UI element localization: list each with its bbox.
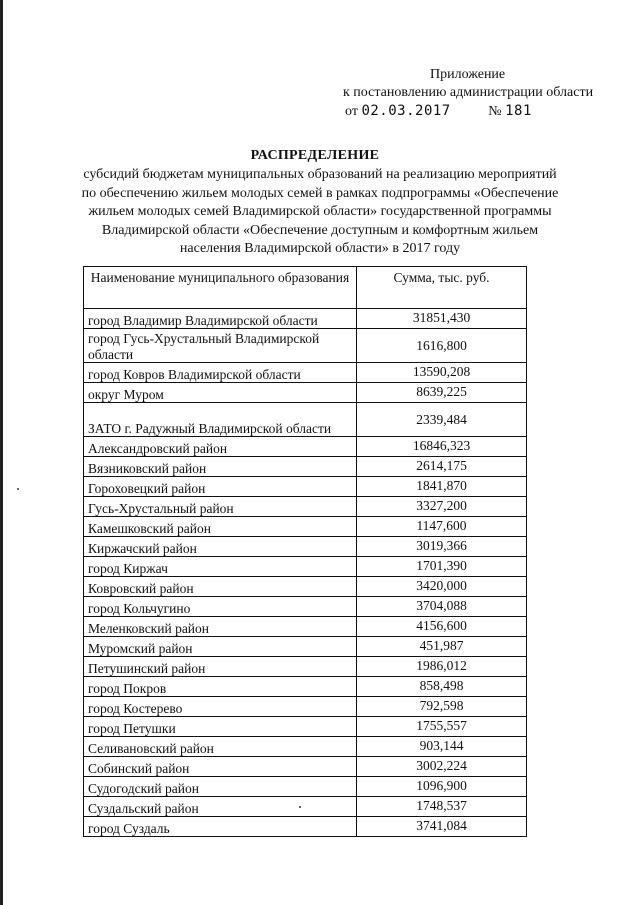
- scan-speck: [17, 488, 19, 490]
- row-name: город Ковров Владимирской области: [84, 363, 357, 383]
- row-name: Гусь-Хрустальный район: [84, 497, 357, 517]
- row-sum: 1147,600: [357, 517, 527, 537]
- row-name: Селивановский район: [84, 737, 357, 757]
- row-sum: 1986,012: [357, 657, 527, 677]
- number-value: 181: [505, 103, 532, 119]
- row-name: город Суздаль: [84, 817, 357, 837]
- annex-block: [330, 66, 620, 121]
- date-label: от: [345, 104, 358, 119]
- table-row: [84, 677, 527, 697]
- row-sum: 3704,088: [357, 597, 527, 617]
- row-sum: 2614,175: [357, 457, 527, 477]
- row-name: Меленковский район: [84, 617, 357, 637]
- row-name: город Кольчугино: [84, 597, 357, 617]
- date-value: 02.03.2017: [361, 103, 451, 119]
- row-name: ЗАТО г. Радужный Владимирской области: [84, 403, 357, 437]
- table-header-row: [84, 267, 527, 309]
- row-name: город Владимир Владимирской области: [84, 309, 357, 329]
- row-sum: 31851,430: [357, 309, 527, 329]
- number-label: №: [488, 104, 502, 119]
- document-subtitle: субсидий бюджетам муниципальных образований на реализацию мероприятий по обеспечению жильем молодых семей в рамках подпрограммы «Обеспечение жильем молодых семей Владимирской области» государственной программы Владимирской области «Обеспечение доступным и комфортным жильем населения Владимирской области» в 2017 году: [81, 167, 559, 257]
- annex-title: Приложение: [430, 67, 506, 82]
- table-row: [84, 437, 527, 457]
- row-name: Собинский район: [84, 757, 357, 777]
- row-name: Петушинский район: [84, 657, 357, 677]
- row-sum: 1616,800: [357, 329, 527, 363]
- table-row: [84, 757, 527, 777]
- row-name: Киржачский район: [84, 537, 357, 557]
- column-header-sum: Сумма, тыс. руб.: [357, 267, 527, 309]
- table-row: [84, 363, 527, 383]
- row-name: город Киржач: [84, 557, 357, 577]
- table-row: [84, 537, 527, 557]
- annex-date-line: [330, 102, 620, 121]
- table-row: [84, 737, 527, 757]
- row-sum: 3741,084: [357, 817, 527, 837]
- row-name: округ Муром: [84, 383, 357, 403]
- table-row: [84, 329, 527, 363]
- table-row: [84, 557, 527, 577]
- table-row: [84, 637, 527, 657]
- row-sum: 1841,870: [357, 477, 527, 497]
- row-name: Гороховецкий район: [84, 477, 357, 497]
- document-heading: РАСПРЕДЕЛЕНИЕ: [250, 148, 380, 163]
- row-sum: 2339,484: [357, 403, 527, 437]
- row-name: город Петушки: [84, 717, 357, 737]
- row-sum: 3002,224: [357, 757, 527, 777]
- row-name: город Костерево: [84, 697, 357, 717]
- distribution-table: [83, 266, 527, 837]
- row-name: Вязниковский район: [84, 457, 357, 477]
- table-row: [84, 797, 527, 817]
- row-name: город Покров: [84, 677, 357, 697]
- table-row: [84, 383, 527, 403]
- table-row: [84, 403, 527, 437]
- row-sum: 8639,225: [357, 383, 527, 403]
- table-row: [84, 457, 527, 477]
- table-row: [84, 617, 527, 637]
- table-row: [84, 517, 527, 537]
- scan-speck: [299, 806, 301, 808]
- row-sum: 792,598: [357, 697, 527, 717]
- row-sum: 451,987: [357, 637, 527, 657]
- row-sum: 3019,366: [357, 537, 527, 557]
- table-row: [84, 657, 527, 677]
- row-sum: 4156,600: [357, 617, 527, 637]
- table-row: [84, 577, 527, 597]
- table-row: [84, 309, 527, 329]
- row-sum: 903,144: [357, 737, 527, 757]
- row-sum: 1748,537: [357, 797, 527, 817]
- row-sum: 3327,200: [357, 497, 527, 517]
- row-sum: 1096,900: [357, 777, 527, 797]
- row-name: Судогодский район: [84, 777, 357, 797]
- row-sum: 858,498: [357, 677, 527, 697]
- table-row: [84, 717, 527, 737]
- row-sum: 16846,323: [357, 437, 527, 457]
- table-row: [84, 777, 527, 797]
- table-row: [84, 597, 527, 617]
- row-sum: 13590,208: [357, 363, 527, 383]
- table-row: [84, 697, 527, 717]
- row-name: Муромский район: [84, 637, 357, 657]
- table-row: [84, 477, 527, 497]
- row-name: Суздальский район: [84, 797, 357, 817]
- row-name: Ковровский район: [84, 577, 357, 597]
- row-name: Александровский район: [84, 437, 357, 457]
- scan-edge: [0, 0, 3, 905]
- table-row: [84, 817, 527, 837]
- row-name: Камешковский район: [84, 517, 357, 537]
- row-name: город Гусь-Хрустальный Владимирской области: [84, 329, 357, 363]
- row-sum: 1701,390: [357, 557, 527, 577]
- row-sum: 1755,557: [357, 717, 527, 737]
- annex-subtitle: к постановлению администрации области: [343, 85, 594, 100]
- table-row: [84, 497, 527, 517]
- column-header-name: Наименование муниципального образования: [84, 267, 357, 309]
- row-sum: 3420,000: [357, 577, 527, 597]
